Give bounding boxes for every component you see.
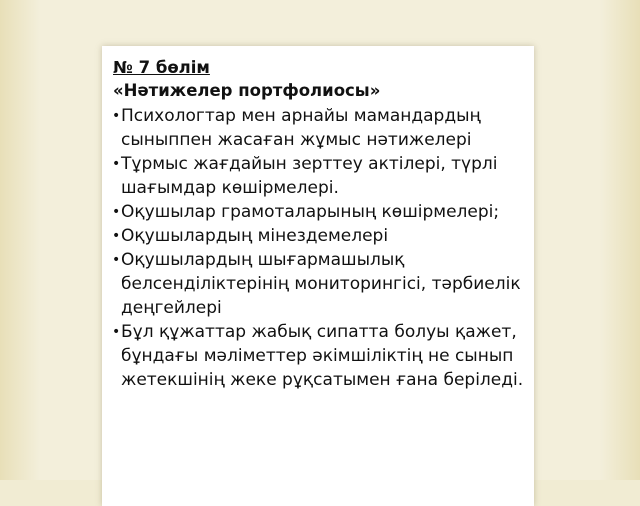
list-item bbox=[113, 104, 533, 152]
list-item bbox=[113, 248, 533, 320]
list-item bbox=[113, 200, 533, 224]
list-item-text: Тұрмыс жағдайын зерттеу актілері, түрлі шағымдар көшірмелері. bbox=[121, 154, 498, 198]
list-item-text: Оқушылардың шығармашылық белсенділіктерінің мониторингісі, тәрбиелік деңгейлері bbox=[121, 250, 521, 318]
list-item bbox=[113, 320, 533, 392]
bullet-icon: • bbox=[112, 324, 121, 340]
section-number: № 7 бөлім bbox=[113, 58, 210, 77]
bullet-icon: • bbox=[112, 252, 121, 268]
list-item bbox=[113, 152, 533, 200]
list-item bbox=[113, 224, 533, 248]
portfolio-items-list bbox=[113, 104, 533, 392]
list-item-text: Оқушылар грамоталарының көшірмелері; bbox=[121, 202, 500, 222]
section-title: «Нәтижелер портфолиосы» bbox=[113, 81, 381, 100]
list-item-text: Оқушылардың мінездемелері bbox=[121, 226, 389, 246]
bullet-icon: • bbox=[112, 228, 121, 244]
slide-content bbox=[113, 56, 533, 392]
list-item-text: Психологтар мен арнайы мамандардың сыныппен жасаған жұмыс нәтижелері bbox=[121, 106, 481, 150]
bullet-icon: • bbox=[112, 204, 121, 220]
bullet-icon: • bbox=[112, 156, 121, 172]
bullet-icon: • bbox=[112, 108, 121, 124]
list-item-text: Бұл құжаттар жабық сипатта болуы қажет, бұндағы мәліметтер әкімшіліктің не сынып жетекшінің жеке рұқсатымен ғана беріледі. bbox=[121, 322, 524, 390]
